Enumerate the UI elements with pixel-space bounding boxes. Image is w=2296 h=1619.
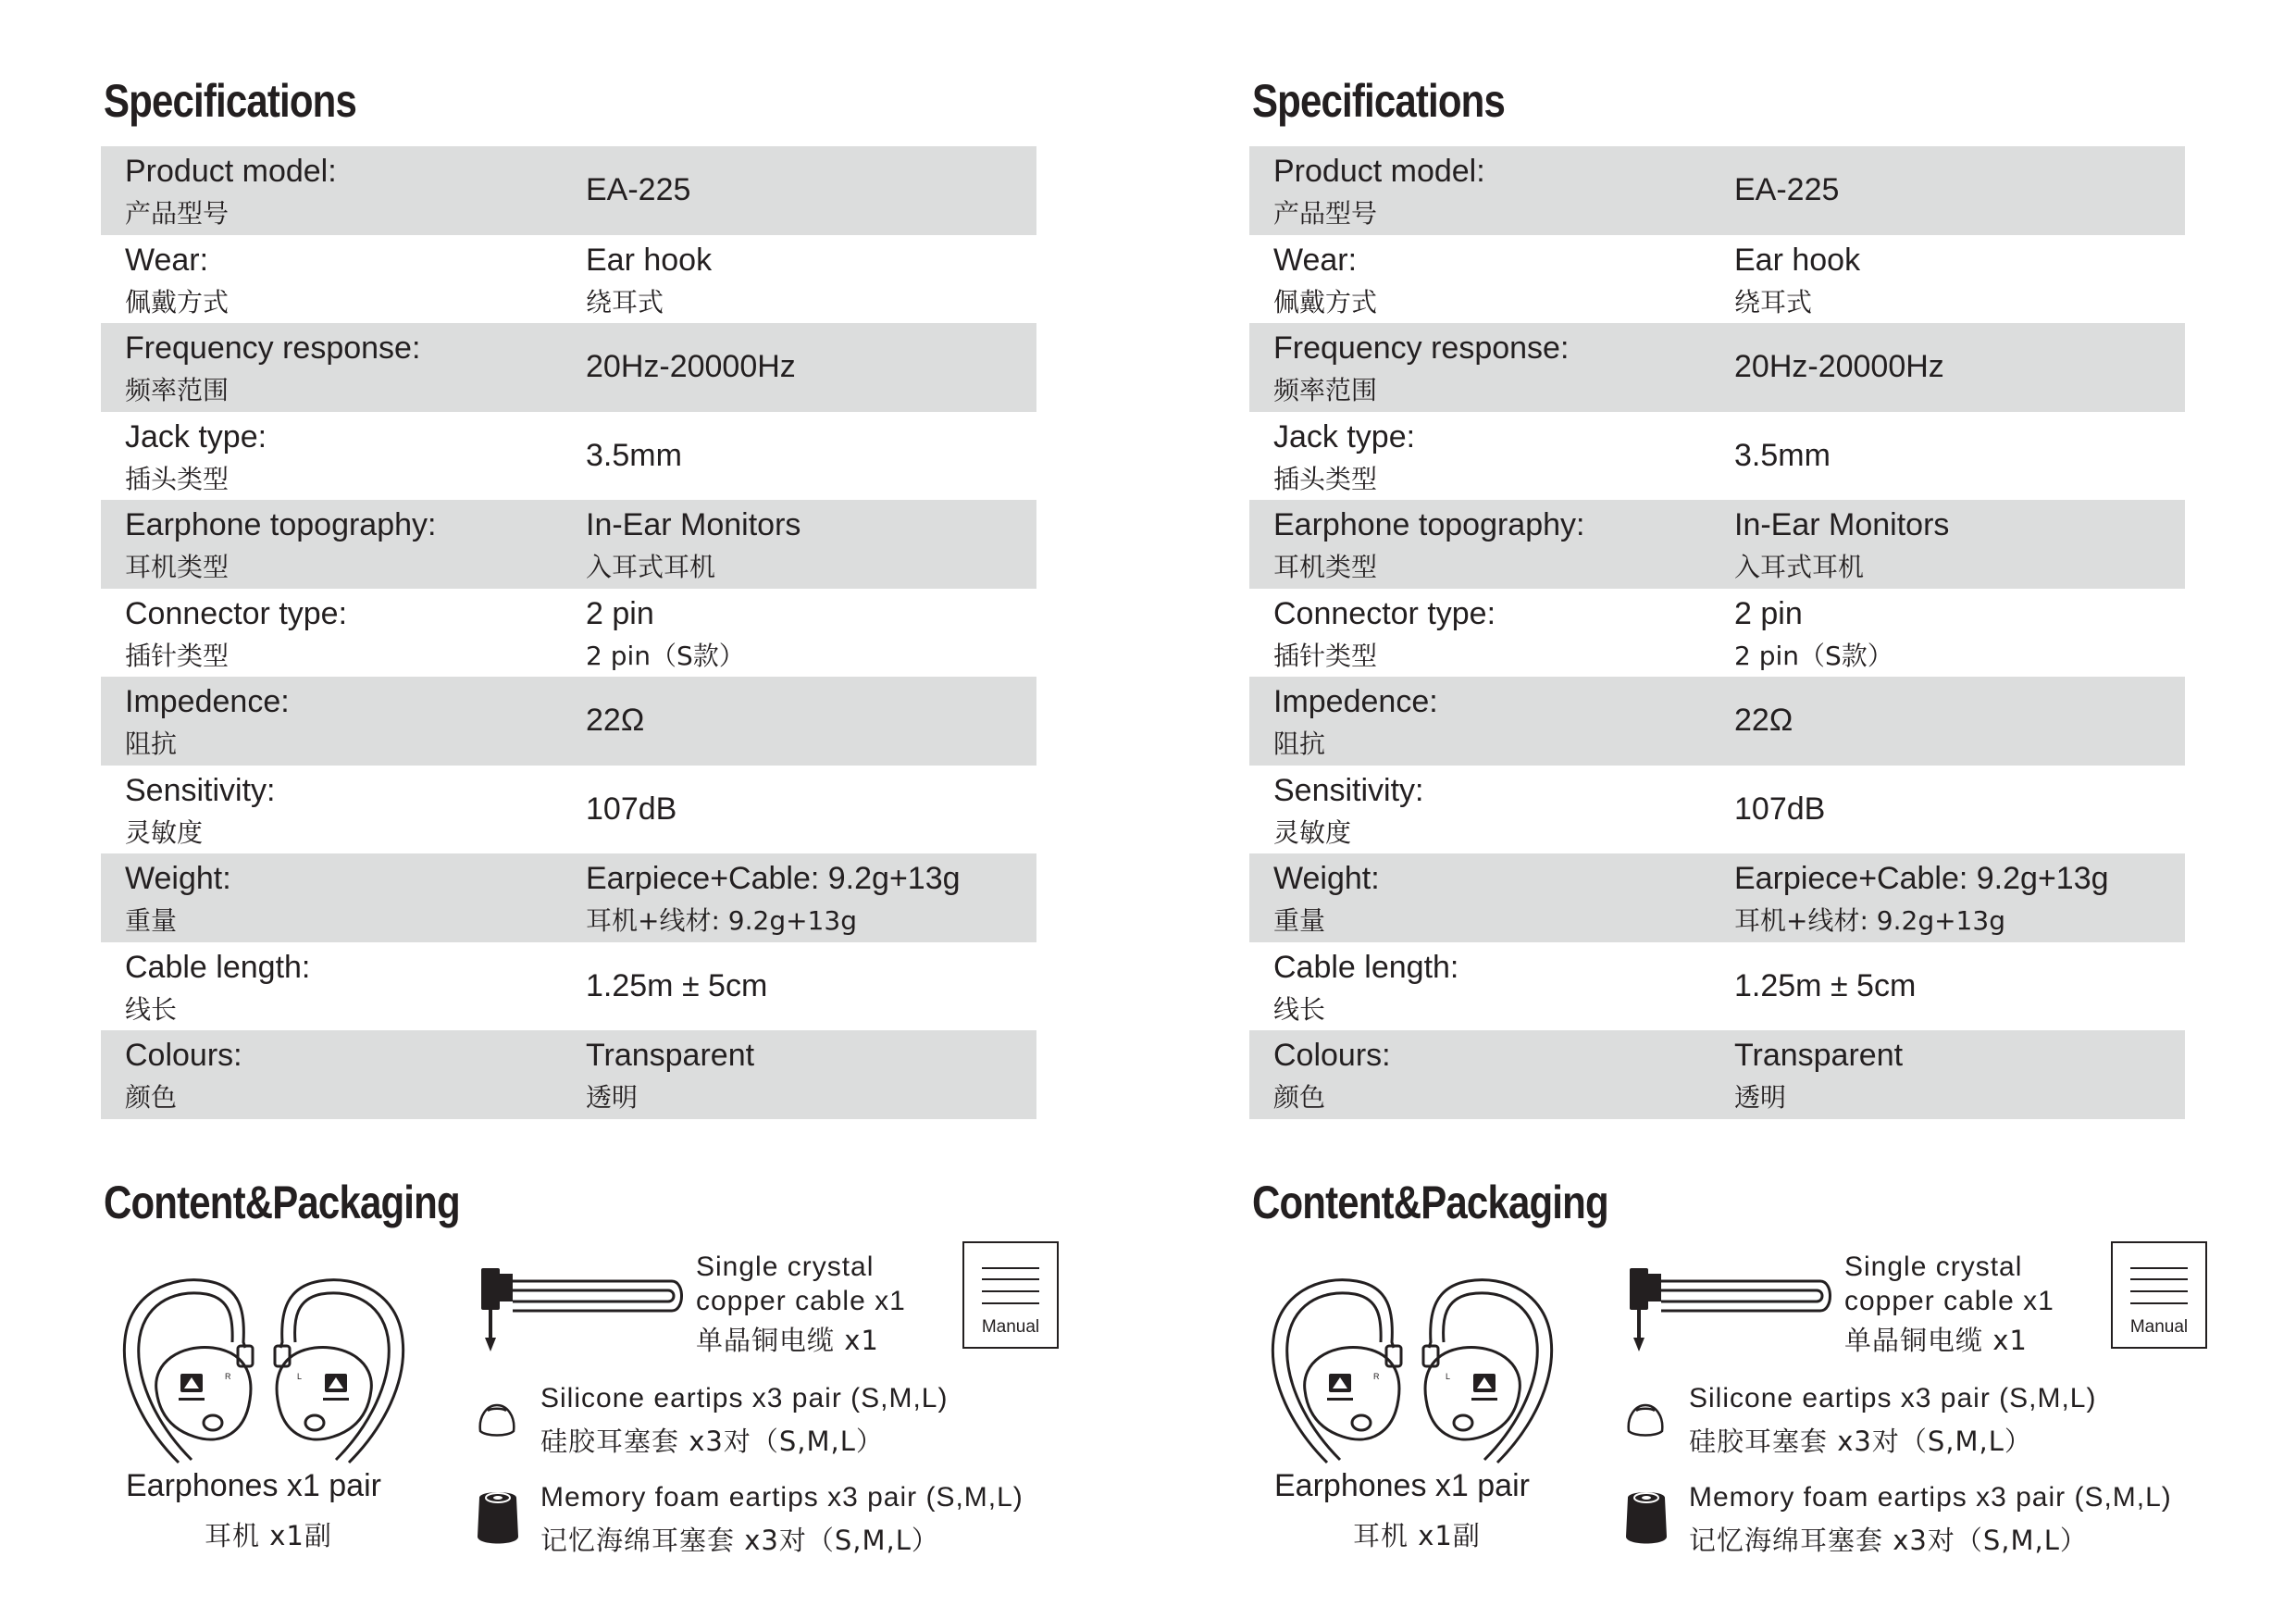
spec-value: 3.5mm xyxy=(586,437,682,473)
earphones-label: Earphones x1 pair xyxy=(126,1468,381,1503)
spec-value: 107dB xyxy=(586,791,677,827)
spec-row xyxy=(101,942,1036,1031)
spec-value-cn: 绕耳式 xyxy=(586,286,664,318)
earphones-label: Earphones x1 pair xyxy=(1274,1468,1530,1503)
spec-label-cn: 阻抗 xyxy=(125,729,178,759)
spec-value-cn: 绕耳式 xyxy=(1734,286,1813,318)
spec-label: Impedence: xyxy=(125,684,290,719)
spec-row xyxy=(1249,500,2185,589)
silicone-eartips-label-cn: 硅胶耳塞套 x3对（S,M,L） xyxy=(540,1426,884,1457)
spec-row xyxy=(1249,942,2185,1031)
spec-value-cn: 2 pin（S款） xyxy=(1734,640,1893,671)
spec-label: Jack type: xyxy=(125,418,267,455)
silicone-eartips-label-cn: 硅胶耳塞套 x3对（S,M,L） xyxy=(1689,1426,2032,1457)
earphones-illustration xyxy=(116,1270,412,1469)
spec-label: Weight: xyxy=(125,861,231,896)
spec-value-cn: 耳机+线材: 9.2g+13g xyxy=(1734,905,2005,936)
spec-label: Cable length: xyxy=(1273,949,1459,985)
spec-label-cn: 产品型号 xyxy=(1273,198,1378,229)
spec-row xyxy=(101,500,1036,589)
specifications-table xyxy=(101,146,1036,1119)
spec-value: 20Hz-20000Hz xyxy=(586,349,796,384)
spec-value: Ear hook xyxy=(1734,242,1861,278)
foam-eartips-label-cn: 记忆海绵耳塞套 x3对（S,M,L） xyxy=(540,1525,939,1556)
svg-text:L: L xyxy=(1446,1372,1451,1381)
spec-value: 3.5mm xyxy=(1734,437,1831,473)
spec-row xyxy=(1249,146,2185,235)
earphones-label-cn: 耳机 x1副 xyxy=(205,1520,332,1551)
spec-value: 107dB xyxy=(1734,791,1826,827)
spec-value: In-Ear Monitors xyxy=(586,507,801,542)
earphones-label-cn: 耳机 x1副 xyxy=(1353,1520,1481,1551)
spec-row xyxy=(101,412,1036,501)
spec-label: Sensitivity: xyxy=(1273,772,1424,808)
foam-eartip-icon xyxy=(1623,1487,1669,1548)
content-packaging-heading: Content&Packaging xyxy=(104,1177,460,1228)
spec-value: 20Hz-20000Hz xyxy=(1734,349,1944,384)
cable-label-line1: Single crystal xyxy=(1844,1252,2023,1282)
spec-row xyxy=(101,146,1036,235)
spec-value: 2 pin xyxy=(586,595,654,631)
spec-label-cn: 插针类型 xyxy=(125,640,230,671)
svg-text:R: R xyxy=(225,1372,231,1381)
spec-value: EA-225 xyxy=(586,172,691,207)
spec-label: Frequency response: xyxy=(125,330,421,366)
spec-value: Transparent xyxy=(1734,1038,1904,1073)
spec-label-cn: 耳机类型 xyxy=(125,552,230,582)
spec-label: Earphone topography: xyxy=(1273,507,1585,542)
earphones-illustration xyxy=(1264,1270,1560,1469)
spec-label: Frequency response: xyxy=(1273,330,1570,366)
foam-eartips-label: Memory foam eartips x3 pair (S,M,L) xyxy=(540,1482,1024,1513)
spec-label-cn: 插头类型 xyxy=(1273,463,1378,494)
spec-label-cn: 灵敏度 xyxy=(1273,816,1352,848)
cable-plug-icon xyxy=(1626,1259,1839,1356)
specifications-heading: Specifications xyxy=(104,75,356,127)
spec-label-cn: 频率范围 xyxy=(125,375,230,405)
spec-value-cn: 透明 xyxy=(1734,1082,1787,1113)
silicone-eartips-label: Silicone eartips x3 pair (S,M,L) xyxy=(1689,1383,2097,1414)
spec-value: Ear hook xyxy=(586,242,713,278)
silicone-eartip-icon xyxy=(1624,1400,1667,1442)
manual-label: Manual xyxy=(2129,1317,2189,1337)
manual-label: Manual xyxy=(981,1317,1040,1337)
spec-value: EA-225 xyxy=(1734,172,1840,207)
cable-label-line1: Single crystal xyxy=(696,1252,875,1282)
spec-label: Jack type: xyxy=(1273,418,1416,455)
spec-label-cn: 线长 xyxy=(1273,993,1326,1025)
cable-plug-icon xyxy=(478,1259,690,1356)
spec-value: 2 pin xyxy=(1734,595,1803,631)
spec-label-cn: 耳机类型 xyxy=(1273,552,1378,582)
spec-value-cn: 入耳式耳机 xyxy=(1734,552,1865,582)
spec-label-cn: 颜色 xyxy=(125,1082,178,1113)
foam-eartip-icon xyxy=(475,1487,521,1548)
spec-label-cn: 佩戴方式 xyxy=(1273,286,1378,318)
silicone-eartips-label: Silicone eartips x3 pair (S,M,L) xyxy=(540,1383,949,1414)
spec-label: Impedence: xyxy=(1273,684,1438,719)
spec-label: Sensitivity: xyxy=(125,772,276,808)
spec-row xyxy=(1249,677,2185,766)
spec-label: Wear: xyxy=(1273,242,1358,278)
spec-value: 22Ω xyxy=(586,703,645,738)
spec-label-cn: 阻抗 xyxy=(1273,729,1326,759)
spec-label-cn: 佩戴方式 xyxy=(125,286,230,318)
spec-row xyxy=(101,323,1036,412)
spec-value: 22Ω xyxy=(1734,703,1793,738)
spec-row xyxy=(101,766,1036,854)
spec-label: Earphone topography: xyxy=(125,507,437,542)
spec-label-cn: 插针类型 xyxy=(1273,640,1378,671)
foam-eartips-label-cn: 记忆海绵耳塞套 x3对（S,M,L） xyxy=(1689,1525,2088,1556)
manual-icon xyxy=(2111,1241,2207,1349)
spec-label: Colours: xyxy=(1273,1038,1391,1073)
spec-value: 1.25m ± 5cm xyxy=(586,967,768,1003)
spec-row xyxy=(101,677,1036,766)
cable-label-cn: 单晶铜电缆 x1 xyxy=(1844,1325,2028,1356)
spec-row xyxy=(101,853,1036,942)
spec-value: 1.25m ± 5cm xyxy=(1734,967,1917,1003)
specifications-heading: Specifications xyxy=(1252,75,1505,127)
spec-value: Earpiece+Cable: 9.2g+13g xyxy=(586,861,961,896)
spec-label-cn: 重量 xyxy=(125,905,178,936)
spec-label: Weight: xyxy=(1273,861,1380,896)
cable-label-line2: copper cable x1 xyxy=(696,1286,906,1316)
manual-page-right xyxy=(1148,0,2296,1619)
spec-row xyxy=(1249,235,2185,324)
foam-eartips-label: Memory foam eartips x3 pair (S,M,L) xyxy=(1689,1482,2172,1513)
spec-row xyxy=(101,589,1036,678)
spec-label: Connector type: xyxy=(125,595,348,631)
spec-value: In-Ear Monitors xyxy=(1734,507,1950,542)
spec-label-cn: 插头类型 xyxy=(125,463,230,494)
spec-value-cn: 入耳式耳机 xyxy=(586,552,716,582)
spec-label-cn: 灵敏度 xyxy=(125,816,204,848)
specifications-table xyxy=(1249,146,2185,1119)
spec-value-cn: 耳机+线材: 9.2g+13g xyxy=(586,905,857,936)
svg-text:R: R xyxy=(1373,1372,1380,1381)
spec-label: Wear: xyxy=(125,242,209,278)
content-packaging-heading: Content&Packaging xyxy=(1252,1177,1608,1228)
spec-row xyxy=(101,1030,1036,1119)
spec-label-cn: 产品型号 xyxy=(125,198,230,229)
spec-row xyxy=(1249,323,2185,412)
spec-label-cn: 线长 xyxy=(125,993,178,1025)
svg-text:L: L xyxy=(297,1372,303,1381)
spec-label: Product model: xyxy=(1273,154,1485,189)
manual-icon xyxy=(962,1241,1059,1349)
spec-label-cn: 频率范围 xyxy=(1273,375,1378,405)
spec-row xyxy=(1249,412,2185,501)
spec-value-cn: 2 pin（S款） xyxy=(586,640,745,671)
spec-row xyxy=(1249,589,2185,678)
spec-row xyxy=(1249,1030,2185,1119)
spec-value: Earpiece+Cable: 9.2g+13g xyxy=(1734,861,2109,896)
spec-label: Colours: xyxy=(125,1038,242,1073)
spec-label-cn: 重量 xyxy=(1273,905,1326,936)
spec-label: Cable length: xyxy=(125,949,311,985)
spec-label: Connector type: xyxy=(1273,595,1496,631)
spec-label-cn: 颜色 xyxy=(1273,1082,1326,1113)
spec-value-cn: 透明 xyxy=(586,1082,639,1113)
silicone-eartip-icon xyxy=(476,1400,518,1442)
spec-row xyxy=(101,235,1036,324)
spec-value: Transparent xyxy=(586,1038,755,1073)
spec-row xyxy=(1249,766,2185,854)
spec-row xyxy=(1249,853,2185,942)
cable-label-cn: 单晶铜电缆 x1 xyxy=(696,1325,879,1356)
spec-label: Product model: xyxy=(125,154,337,189)
cable-label-line2: copper cable x1 xyxy=(1844,1286,2054,1316)
